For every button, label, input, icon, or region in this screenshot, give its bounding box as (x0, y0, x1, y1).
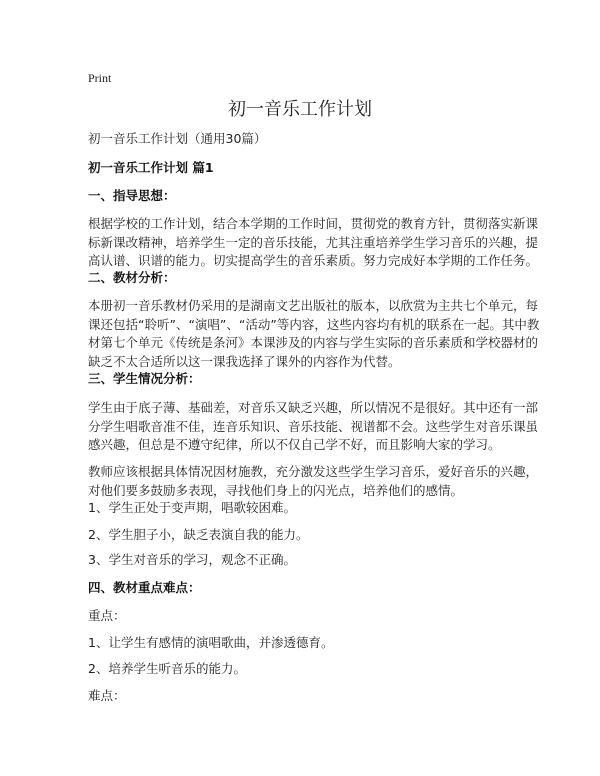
article-heading: 初一音乐工作计划 篇1 (88, 160, 214, 175)
section-heading: 三、学生情况分析： (88, 371, 201, 386)
section-heading: 四、教材重点难点： (88, 580, 201, 595)
list-item: 3、学生对音乐的学习，观念不正确。 (88, 552, 296, 567)
text-line: 材第七个单元《传统是条河》本课涉及的内容与学生实际的音乐素质和学校器材的 (88, 335, 539, 350)
text-line: 分学生唱歌音准不佳，连音乐知识、音乐技能、视谱都不会。这些学生对音乐课虽 (88, 418, 539, 434)
text-line: 课还包括“聆听”、“演唱”、“活动”等内容，这些内容均有机的联系在一起。其中教 (88, 316, 540, 332)
list-item: 1、让学生有感情的演唱歌曲，并渗透德育。 (88, 635, 334, 650)
text-line: 高认谱、识谱的能力。切实提高学生的音乐素质。努力完成好本学期的工作任务。 (88, 253, 539, 268)
text-line: 教师应该根据具体情况因材施教，充分激发这些学生学习音乐，爱好音乐的兴趣， (88, 464, 539, 479)
text-line: 学生由于底子薄、基础差，对音乐又缺乏兴趣，所以情况不是很好。其中还有一部 (88, 400, 539, 415)
paragraph (88, 399, 539, 455)
text-line: 标新课改精神，培养学生一定的音乐技能，尤其注重培养学生学习音乐的兴趣，提 (88, 234, 539, 250)
print-label: Print (88, 71, 112, 85)
text-line: 根据学校的工作计划，结合本学期的工作时间，贯彻党的教育方针，贯彻落实新课 (88, 216, 539, 231)
key-points-label: 重点： (88, 608, 126, 623)
difficulty-label: 难点： (88, 688, 126, 703)
section-heading: 二、教材分析： (88, 270, 176, 285)
paragraph (88, 463, 539, 500)
paragraph (88, 215, 539, 271)
list-item: 2、培养学生听音乐的能力。 (88, 661, 246, 676)
subtitle: 初一音乐工作计划（通用30篇） (88, 131, 267, 146)
list-item: 1、学生正处于变声期，唱歌较困难。 (88, 500, 296, 515)
text-line: 缺乏不太合适所以这一课我选择了课外的内容作为代替。 (88, 353, 401, 369)
text-line: 感兴趣，但总是不遵守纪律，所以不仅自己学不好，而且影响大家的学习。 (88, 437, 501, 452)
text-line: 本册初一音乐教材仍采用的是湖南文艺出版社的版本，以欣赏为主共七个单元，每 (88, 298, 539, 313)
text-line: 对他们要多鼓励多表现，寻找他们身上的闪光点，培养他们的感情。 (88, 482, 464, 498)
section-heading: 一、指导思想： (88, 188, 176, 203)
paragraph (88, 297, 540, 371)
page-title: 初一音乐工作计划 (228, 99, 372, 120)
list-item: 2、学生胆子小，缺乏表演自我的能力。 (88, 527, 309, 542)
